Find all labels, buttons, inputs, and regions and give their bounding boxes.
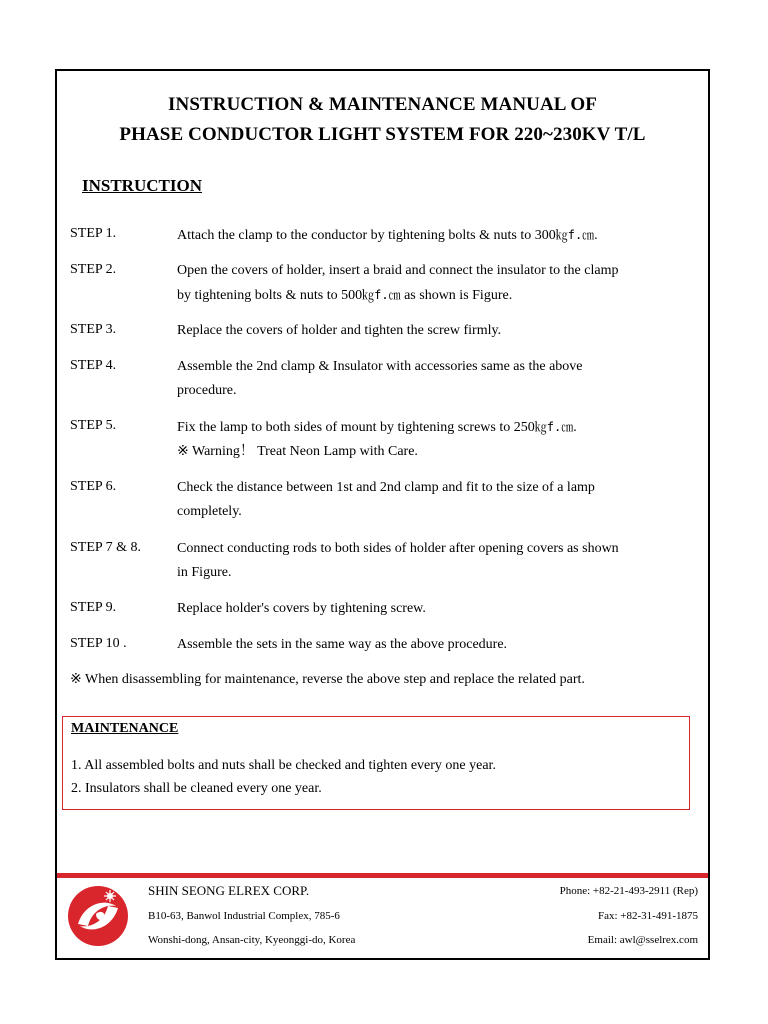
title-line-1: INSTRUCTION & MAINTENANCE MANUAL OF (168, 94, 597, 115)
step-4-label: STEP 4. (70, 358, 117, 373)
maintenance-box (62, 716, 690, 810)
fax-text: Fax: +82-31-491-1875 (598, 910, 698, 922)
step-10-label: STEP 10 . (70, 636, 127, 651)
step-1-text: Attach the clamp to the conductor by tightening bolts & nuts to 300㎏f.㎝. (177, 228, 598, 243)
instruction-heading: INSTRUCTION (82, 176, 202, 195)
maintenance-item-1: 1. All assembled bolts and nuts shall be checked and tighten every one year. (71, 758, 496, 773)
step-10-text: Assemble the sets in the same way as the above procedure. (177, 637, 508, 652)
email-link[interactable]: Email: awl@sselrex.com (587, 934, 698, 946)
step-7-8-text: Connect conducting rods to both sides of holder after opening covers as shown in Figure. (177, 541, 619, 580)
maintenance-item-2: 2. Insulators shall be cleaned every one year. (71, 781, 322, 796)
footer-divider (57, 873, 708, 878)
step-4-text: Assemble the 2nd clamp & Insulator with accessories same as the above procedure. (177, 359, 583, 398)
title-line-2: PHASE CONDUCTOR LIGHT SYSTEM FOR 220~230KV T/L (119, 124, 646, 145)
address-line-1: B10-63, Banwol Industrial Complex, 785-6 (148, 910, 340, 922)
company-name: SHIN SEONG ELREX CORP. (148, 883, 310, 898)
disassembly-note: ※ When disassembling for maintenance, reverse the above step and replace the related part. (70, 672, 585, 687)
address-line-2: Wonshi-dong, Ansan-city, Kyeonggi-do, Korea (148, 934, 356, 946)
step-3-text: Replace the covers of holder and tighten the screw firmly. (177, 323, 502, 338)
phone-text: Phone: +82-21-493-2911 (Rep) (559, 885, 698, 897)
step-1-label: STEP 1. (70, 226, 117, 241)
step-9-text: Replace holder's covers by tightening screw. (177, 601, 426, 616)
step-5-label: STEP 5. (70, 418, 117, 433)
step-2-text: Open the covers of holder, insert a braid and connect the insulator to the clamp by tightening bolts & nuts to 500㎏f.㎝ as shown is Figure. (177, 263, 619, 303)
step-6-text: Check the distance between 1st and 2nd clamp and fit to the size of a lamp completely. (177, 480, 595, 519)
step-7-8-label: STEP 7 & 8. (70, 540, 142, 555)
maintenance-heading: MAINTENANCE (71, 721, 179, 736)
warning-text: ※ Warning！ Treat Neon Lamp with Care. (177, 444, 418, 459)
step-9-label: STEP 9. (70, 600, 117, 615)
step-6-label: STEP 6. (70, 479, 117, 494)
step-5-text: Fix the lamp to both sides of mount by tightening screws to 250㎏f.㎝. ※ Warning！ Treat Neon Lamp with Care. (177, 415, 702, 464)
step-2-label: STEP 2. (70, 262, 117, 277)
step-3-label: STEP 3. (70, 322, 117, 337)
company-logo-icon (66, 884, 130, 948)
